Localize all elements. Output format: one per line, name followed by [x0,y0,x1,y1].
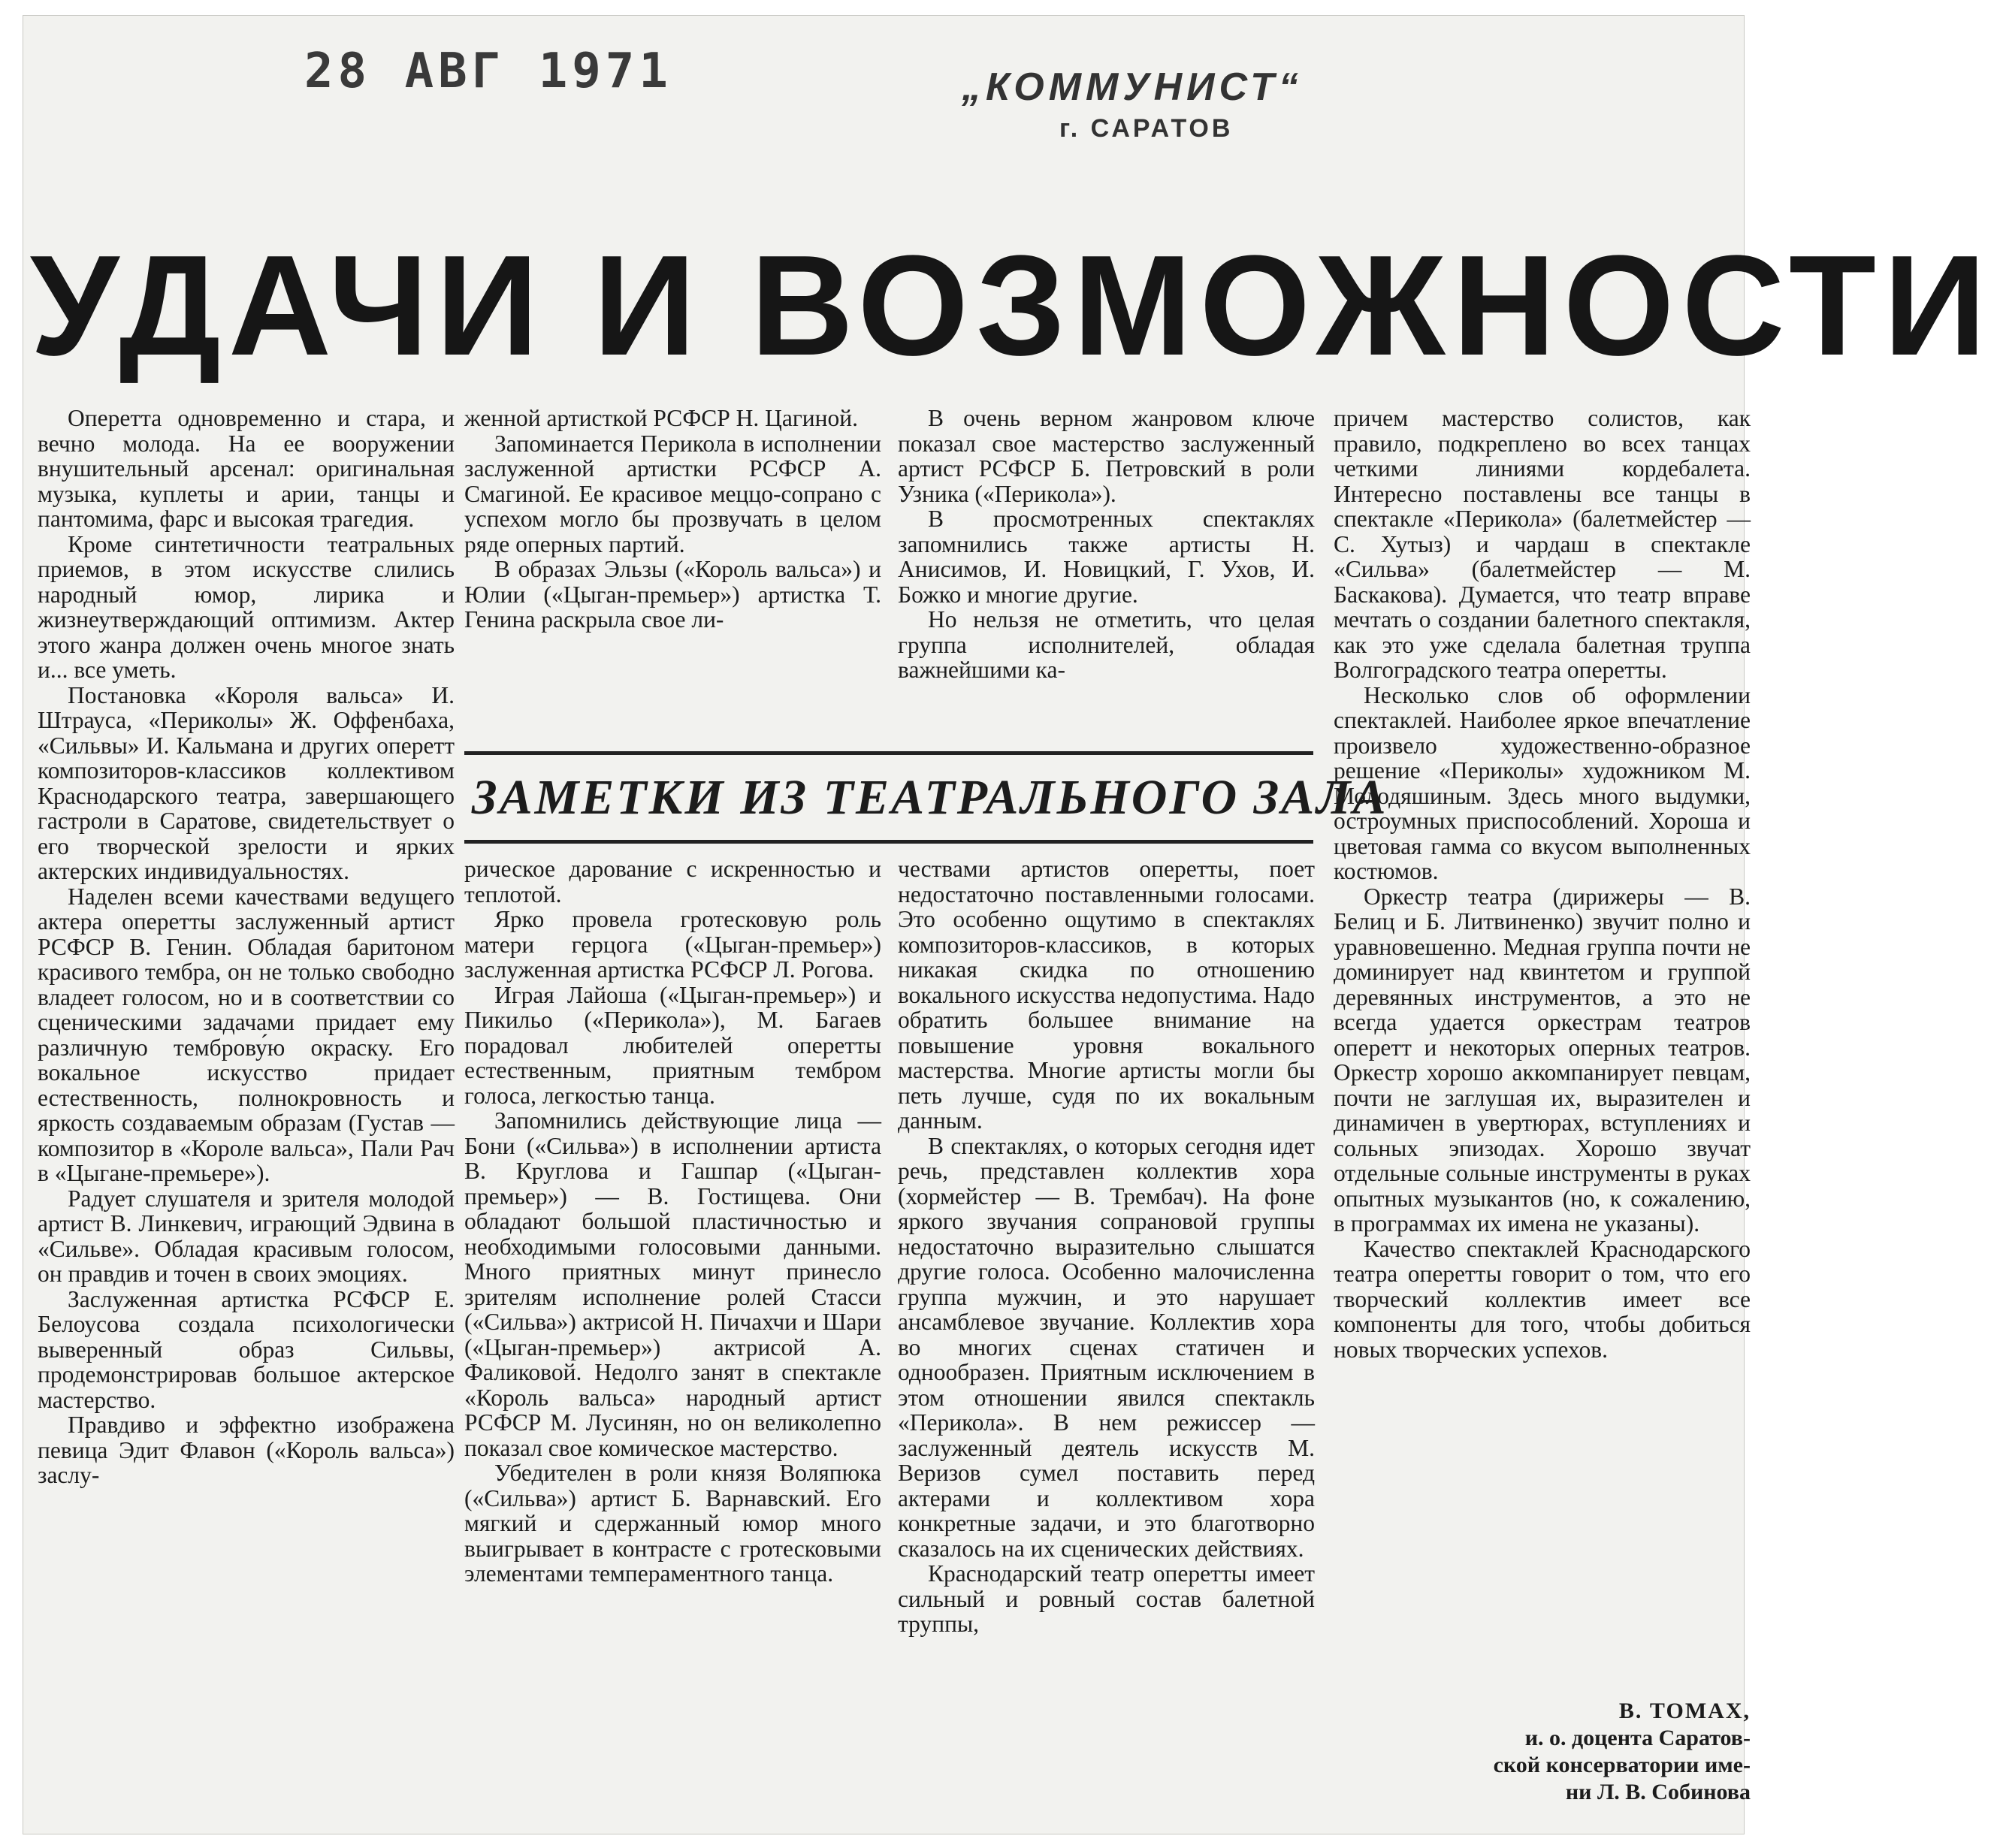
paragraph: В спектаклях, о которых сегодня идет речь, представлен коллектив хора (хормейстер — В. Трембач). На фоне яркого звучания сопрановой группы недостаточно выразительно слышатся другие голоса. Особенно малочисленна группа мужчин, и это нарушает ансамблевое звучание. Коллектив хора во многих сценах статичен и однообразен. Приятным исключением в этом отношении явился спектакль «Перикола». В нем режиссер — заслуженный деятель искусств М. Веризов сумел поставить перед актерами и коллективом хора конкретные задачи, и это благотворно сказалось на их сценических действиях. [898,1132,1315,1562]
paragraph: Несколько слов об оформлении спектаклей. Наиболее яркое впечатление произвело художественно-образное решение «Периколы» художником М. Молодяшиным. Здесь много выдумки, остроумных приспособлений. Хороша и цветовая гамма со вкусом выполненных костюмов. [1334,681,1751,884]
newspaper-name-stamp: „КОММУНИСТ“ [962,65,1303,109]
column-1 [38,406,455,1488]
column-2-top [464,406,881,633]
paragraph: В просмотренных спектаклях запомнились также артисты Н. Анисимов, И. Новицкий, Г. Ухов, И. Божко и многие другие. [898,506,1315,608]
paragraph: В образах Эльзы («Король вальса») и Юлии («Цыган-премьер») артистка Т. Генина раскрыла свое ли- [464,556,881,633]
paragraph: В очень верном жанровом ключе показал свое мастерство заслуженный артист РСФСР Б. Петровский в роли Узника («Перикола»). [898,405,1315,507]
subheading-bottom-rule [464,840,1313,844]
date-stamp: 28 АВГ 1971 [304,44,672,99]
paragraph: рическое дарование с искренностью и теплотой. [464,856,881,907]
paragraph: Ярко провела гротесковую роль матери герцога («Цыган-премьер») заслуженная артистка РСФСР Л. Рогова. [464,906,881,983]
paragraph: Радует слушателя и зрителя молодой артист В. Линкевич, играющий Эдвина в «Сильве». Обладая красивым голосом, он правдив и точен в своих эмоциях. [38,1185,455,1287]
paragraph: женной артисткой РСФСР Н. Цагиной. [464,405,858,431]
article-subheading: ЗАМЕТКИ ИЗ ТЕАТРАЛЬНОГО ЗАЛА [472,770,1388,825]
paragraph: Краснодарский театр оперетты имеет сильный и ровный состав балетной труппы, [898,1560,1315,1637]
article-headline: УДАЧИ И ВОЗМОЖНОСТИ [30,226,1994,385]
column-2-bottom [464,856,881,1587]
subheading-top-rule [464,751,1313,755]
column-3-bottom [898,856,1315,1637]
paragraph: Запоминается Перикола в исполнении заслуженной артистки РСФСР А. Смагиной. Ее красивое меццо-сопрано с успехом могло бы прозвучать в целом ряде оперных партий. [464,430,881,557]
author-name: В. ТОМАХ, [1618,1699,1751,1723]
paragraph: Наделен всеми качествами ведущего актера оперетты заслуженный артист РСФСР В. Генин. Обладая баритоном красивого тембра, он не только свободно владеет голосом, но и в соответствии со сценическими задачами придает ему различную темброву́ю окраску. Его вокальное искусство придает естественность, полнокровность и яркость создаваемым образам (Густав — композитор в «Короле вальса», Пали Рач в «Цыгане-премьере»). [38,883,455,1186]
paragraph: Оперетта одновременно и стара, и вечно молода. На ее вооружении внушительный арсенал: оригинальная музыка, куплеты и арии, танцы и пантомима, фарс и высокая трагедия. [38,405,455,532]
paragraph: чествами артистов оперетты, поет недостаточно поставленными голосами. Это особенно ощутимо в спектаклях композиторов-классиков, в которых никакая скидка по отношению вокального искусства недопустима. Надо обратить большее внимание на повышение уровня вокального мастерства. Многие артисты могли бы петь лучше, судя по их вокальным данным. [898,856,1315,1134]
paragraph: Кроме синтетичности театральных приемов, в этом искусстве слились народный юмор, лирика и жизнеутверждающий оптимизм. Актер этого жанра должен очень многое знать и... все уметь. [38,530,455,683]
city-stamp: г. САРАТОВ [1059,114,1234,143]
author-position-line: и. о. доцента Саратов- [1524,1726,1751,1750]
paragraph: Но нельзя не отметить, что целая группа исполнителей, обладая важнейшими ка- [898,606,1315,683]
paragraph: Играя Лайоша («Цыган-премьер») и Пикильо («Перикола»), М. Багаев порадовал любителей оперетты естественным, приятным тембром голоса, легкостью танца. [464,981,881,1109]
paragraph: Качество спектаклей Краснодарского театра оперетты говорит о том, что его творческий коллектив имеет все компоненты для того, чтобы добиться новых творческих успехов. [1334,1235,1751,1363]
author-position-line: ской консерватории име- [1493,1753,1751,1777]
paragraph: Правдиво и эффектно изображена певица Эдит Флавон («Король вальса») заслу- [38,1412,455,1488]
paragraph: причем мастерство солистов, как правило, подкреплено во всех танцах четкими линиями кордебалета. Интересно поставлены все танцы в спектакле «Перикола» (балетмейстер — С. Хутыз) и чардаш в спектакле «Сильва» (балетмейстер — М. Баскакова). Думается, что театр вправе мечтать о создании балетного спектакля, как это уже сделала балетная труппа Волгоградского театра оперетты. [1334,405,1751,683]
paragraph: Оркестр театра (дирижеры — В. Белиц и Б. Литвиненко) звучит полно и уравновешенно. Медная группа почти не доминирует над квинтетом и группой деревянных инструментов, а это не всегда удается оркестрам театров оперетт и некоторых оперных театров. Оркестр хорошо аккомпанирует певцам, почти не заглушая их, выразителен и динамичен в увертюрах, вступлениях и сольных эпизодах. Хорошо звучат отдельные сольные инструменты в руках опытных музыкантов (но, к сожалению, в программах их имена не указаны). [1334,883,1751,1237]
paragraph: Запомнились действующие лица — Бони («Сильва») в исполнении артиста В. Круглова и Гашпар («Цыган-премьер») — В. Гостищева. Они обладают большой пластичностью и необходимыми голосовыми данными. Много приятных минут принесло зрителям исполнение ролей Стасси («Сильва») актрисой Н. Пичахчи и Шари («Цыган-премьер») актрисой А. Фаликовой. Недолго занят в спектакле «Король вальса» народный артист РСФСР М. Лусинян, но он великолепно показал свое комическое мастерство. [464,1107,881,1461]
paragraph: Постановка «Короля вальса» И. Штрауса, «Периколы» Ж. Оффенбаха, «Сильвы» И. Кальмана и других оперетт композиторов-классиков коллективом Краснодарского театра, завершающего гастроли в Саратове, свидетельствует о его творческой зрелости и ярких актерских индивидуальностях. [38,681,455,884]
column-3-top [898,406,1315,683]
paragraph: Заслуженная артистка РСФСР Е. Белоусова создала психологически выверенный образ Сильвы, продемонстрировав большое актерское мастерство. [38,1285,455,1413]
author-position-line: ни Л. В. Собинова [1565,1780,1751,1804]
column-4 [1334,406,1751,1362]
paragraph: Убедителен в роли князя Воляпюка («Сильва») артист Б. Варнавский. Его мягкий и сдержанный юмор много выигрывает в контрасте с гротесковыми элементами темпераментного танца. [464,1460,881,1587]
author-signature [1334,1698,1751,1806]
